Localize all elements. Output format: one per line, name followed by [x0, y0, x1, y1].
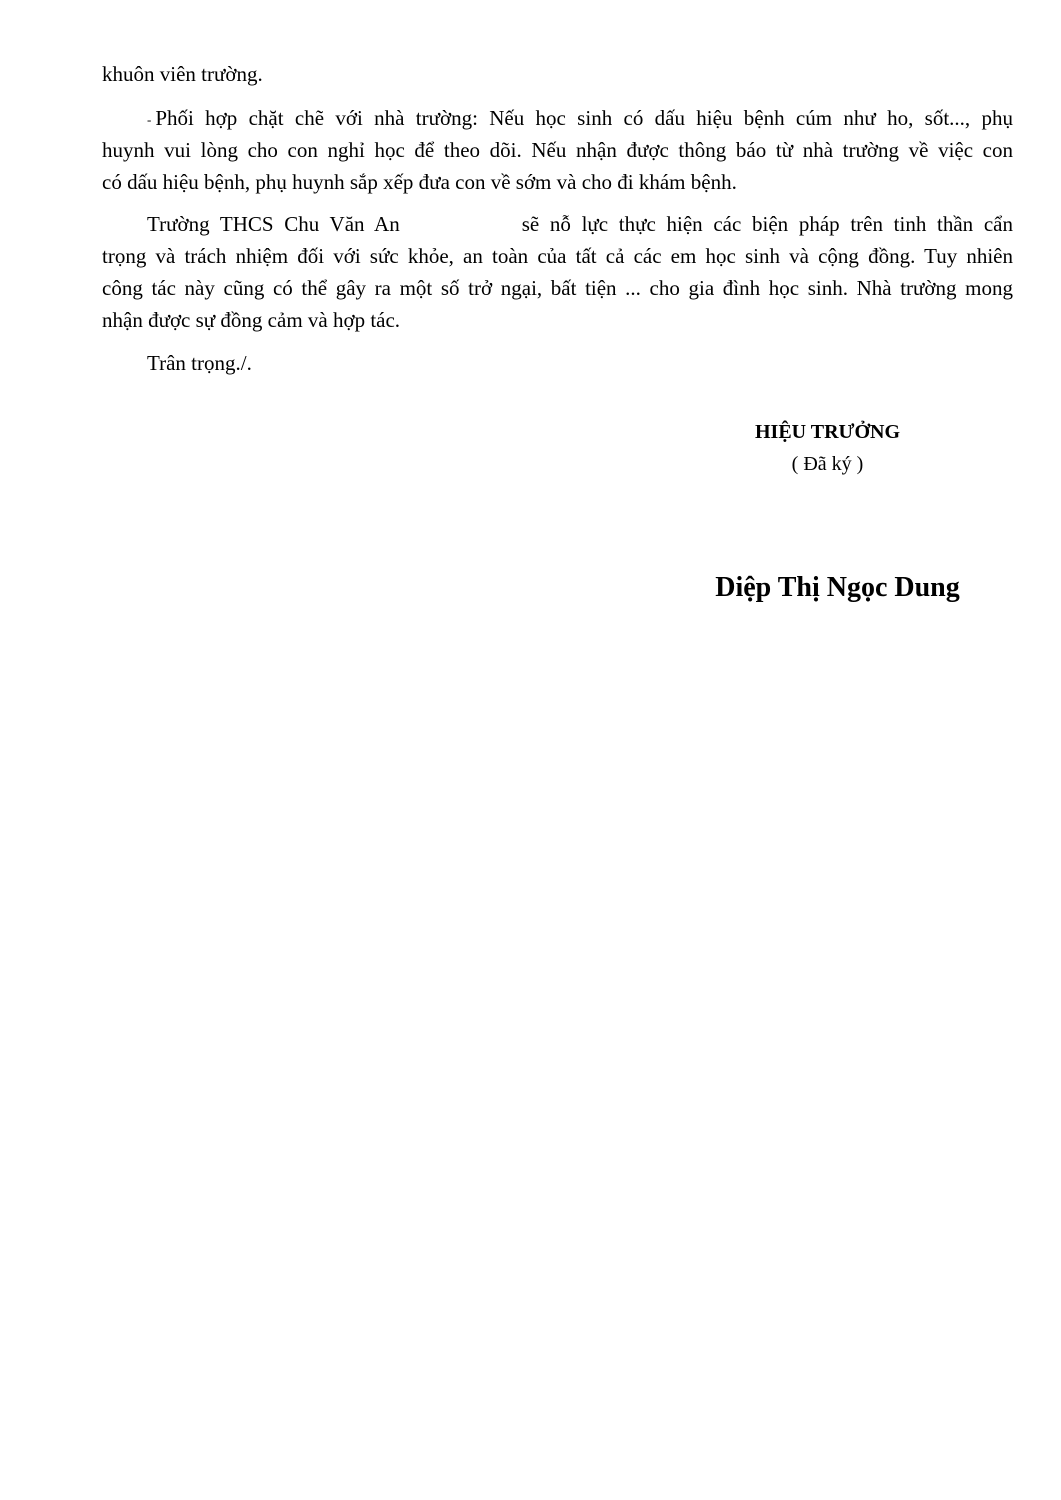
paragraph-3-line-2: trọng và trách nhiệm đối với sức khỏe, an toàn của tất cả các em học sinh và cộng đồng. Tuy nhiên [102, 244, 1013, 268]
paragraph-3-line-1 [147, 208, 1013, 240]
school-name: Trường THCS Chu Văn An [147, 212, 400, 236]
closing-salutation: Trân trọng./. [147, 351, 252, 375]
paragraph-continuation: khuôn viên trường. [102, 62, 263, 86]
paragraph-3-line-3: công tác này cũng có thể gây ra một số trở ngại, bất tiện ... cho gia đình học sinh. Nhà trường mong [102, 276, 1013, 300]
paragraph-2-line-1 [147, 102, 1013, 136]
signatory-name: Diệp Thị Ngọc Dung [715, 572, 960, 603]
paragraph-3-line-1-text: sẽ nỗ lực thực hiện các biện pháp trên tinh thần cẩn [521, 212, 1013, 236]
signature-note: ( Đã ký ) [791, 453, 864, 475]
paragraph-2-line-2: huynh vui lòng cho con nghỉ học để theo dõi. Nếu nhận được thông báo từ nhà trường về việc con [102, 138, 1013, 162]
signature-title: HIỆU TRƯỞNG [754, 421, 901, 443]
list-dash: - [147, 112, 152, 128]
paragraph-3-line-4: nhận được sự đồng cảm và hợp tác. [102, 308, 401, 332]
paragraph-2-line-3: có dấu hiệu bệnh, phụ huynh sắp xếp đưa con về sớm và cho đi khám bệnh. [102, 170, 737, 194]
paragraph-2-line-1-text: Phối hợp chặt chẽ với nhà trường: Nếu học sinh có dấu hiệu bệnh cúm như ho, sốt..., phụ [155, 106, 1013, 130]
